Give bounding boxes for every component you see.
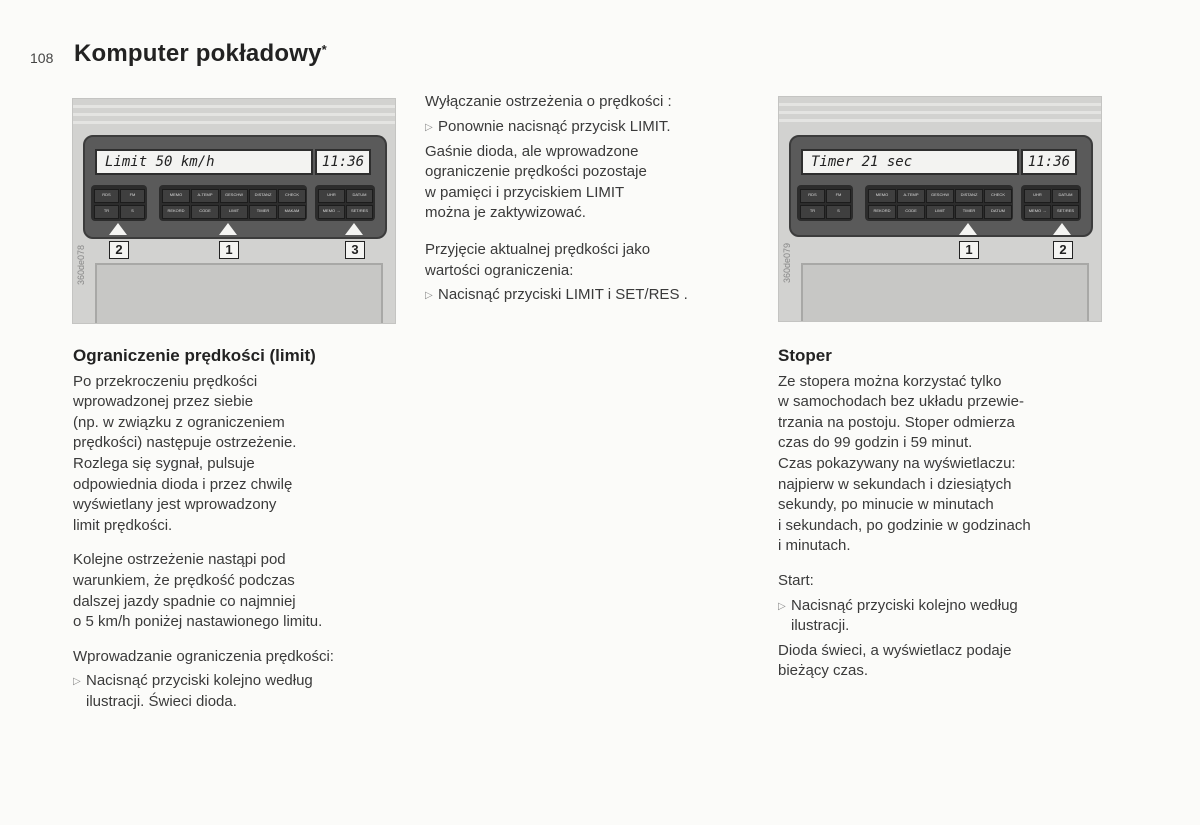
middle-column: [425, 92, 770, 314]
key: GESCHW: [220, 189, 248, 203]
triangle-bullet-icon: ▷: [425, 290, 433, 302]
callout-label: 1: [959, 241, 979, 259]
triangle-bullet-icon: ▷: [778, 600, 786, 612]
bullet-step: ▷ Nacisnąć przyciski LIMIT i SET/RES .: [425, 285, 770, 306]
key: CHECK: [984, 189, 1012, 203]
key: S: [826, 205, 851, 219]
display-screen: Limit 50 km/h: [95, 149, 313, 175]
callout-label: 1: [219, 241, 239, 259]
callout-label: 3: [345, 241, 365, 259]
key: MEMO: [868, 189, 896, 203]
arrow-icon: [219, 223, 237, 235]
triangle-bullet-icon: ▷: [425, 121, 433, 133]
clock-display: 11:36: [315, 149, 371, 175]
keypad-center: [159, 185, 307, 221]
key: MEMO: [162, 189, 190, 203]
set-res-key: SET/RES: [1052, 205, 1079, 219]
limit-key: LIMIT: [220, 205, 248, 219]
key: DATUM: [1052, 189, 1079, 203]
paragraph: Dioda świeci, a wyświetlacz podaje bieżący czas.: [778, 641, 1012, 680]
clock-display: 11:36: [1021, 149, 1077, 175]
key: TR: [800, 205, 825, 219]
arrow-icon: [345, 223, 363, 235]
bullet-step: ▷ Ponownie nacisnąć przycisk LIMIT.: [425, 117, 770, 138]
left-column: [73, 346, 433, 721]
key: A-TEMP: [897, 189, 925, 203]
key: RDS: [800, 189, 825, 203]
paragraph: Ze stopera można korzystać tylko w samochodach bez układu przewie- trzania na postoju. Stoper odmierza czas do 99 godzin i 59 minut. Czas pokazywany na wyświetlaczu: najpierw w sekundach i dziesiątych sekundy, po minucie w minutach i sekundach, po godzinie w godzinach i minutach.: [778, 372, 1031, 555]
timer-key: TIMER: [955, 205, 983, 219]
key: RDS: [94, 189, 119, 203]
key: REKORD: [868, 205, 896, 219]
figure-code: 360de078: [76, 245, 86, 286]
key: CODE: [897, 205, 925, 219]
key: A-TEMP: [191, 189, 219, 203]
set-res-key: SET/RES: [346, 205, 373, 219]
keypad-center: [865, 185, 1013, 221]
bullet-step: ▷ Nacisnąć przyciski kolejno według ilustracji.: [778, 596, 1138, 637]
key: DISTANZ: [955, 189, 983, 203]
key: TR: [94, 205, 119, 219]
key: DATUM: [984, 205, 1012, 219]
keypad-left: [797, 185, 853, 221]
page-title-text: Komputer pokładowy: [74, 40, 322, 67]
right-column: [778, 346, 1138, 690]
paragraph: Wyłączanie ostrzeżenia o prędkości :: [425, 93, 672, 110]
arrow-icon: [109, 223, 127, 235]
keypad-right: [315, 185, 375, 221]
key: DATUM: [346, 189, 373, 203]
key: CODE: [191, 205, 219, 219]
key: S: [120, 205, 145, 219]
paragraph: Wprowadzanie ograniczenia prędkości:: [73, 647, 334, 665]
key: MEMO →: [318, 205, 345, 219]
paragraph: Kolejne ostrzeżenie nastąpi pod warunkiem, że prędkość podczas dalszej jazdy spadnie co najmniej o 5 km/h poniżej nastawionego limitu.: [73, 551, 323, 631]
arrow-icon: [1053, 223, 1071, 235]
triangle-bullet-icon: ▷: [73, 676, 81, 688]
bullet-step: ▷ Nacisnąć przyciski kolejno według ilustracji. Świeci dioda.: [73, 671, 433, 712]
figure-code: 360de079: [782, 243, 792, 284]
key: FM: [826, 189, 851, 203]
key: REKORD: [162, 205, 190, 219]
display-screen: Timer 21 sec: [801, 149, 1019, 175]
section-heading-limit: Ograniczenie prędkości (limit): [73, 346, 316, 365]
key: UHR: [1024, 189, 1051, 203]
section-heading-stoper: Stoper: [778, 346, 832, 365]
page-title: [74, 40, 327, 68]
key: MAKAM: [278, 205, 306, 219]
keypad-right: [1021, 185, 1081, 221]
key: UHR: [318, 189, 345, 203]
title-footnote-mark: *: [321, 42, 327, 57]
key: TIMER: [249, 205, 277, 219]
key: LIMIT: [926, 205, 954, 219]
callout-label: 2: [109, 241, 129, 259]
callout-label: 2: [1053, 241, 1073, 259]
paragraph: Przyjęcie aktualnej prędkości jako wartości ograniczenia:: [425, 240, 651, 279]
paragraph: Start:: [778, 571, 814, 589]
figure-limit-panel: [72, 98, 396, 324]
keypad-left: [91, 185, 147, 221]
arrow-icon: [959, 223, 977, 235]
paragraph: Po przekroczeniu prędkości wprowadzonej przez siebie (np. w związku z ograniczeniem prędkości) następuje ostrzeżenie. Rozlega się sygnał, pulsuje odpowiednia dioda i przez chwilę wyświetlany jest wprowadzony limit prędkości.: [73, 372, 297, 534]
key: CHECK: [278, 189, 306, 203]
page-number: 108: [30, 50, 54, 66]
figure-timer-panel: [778, 96, 1102, 322]
key: FM: [120, 189, 145, 203]
paragraph: Gaśnie dioda, ale wprowadzone ograniczenie prędkości pozostaje w pamięci i przyciskiem LIMIT można je zaktywizować.: [425, 142, 647, 222]
key: DISTANZ: [249, 189, 277, 203]
key: MEMO →: [1024, 205, 1051, 219]
key: GESCHW: [926, 189, 954, 203]
